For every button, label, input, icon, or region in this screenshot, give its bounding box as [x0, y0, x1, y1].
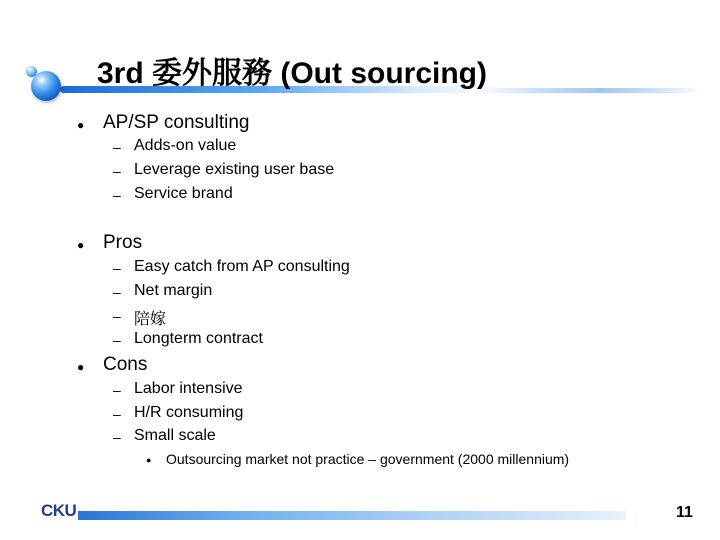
bullet-icon: ● [77, 118, 85, 132]
bullet-icon: ● [146, 455, 152, 465]
list-item: Adds-on value [134, 137, 237, 154]
list-item: Easy catch from AP consulting [134, 258, 350, 275]
page-number: 11 [676, 504, 693, 521]
title-underline-tail [470, 88, 705, 93]
dash-icon: – [113, 187, 121, 203]
list-item: Service brand [134, 185, 233, 202]
list-item: 陪嫁 [134, 311, 167, 328]
list-item: Small scale [134, 427, 216, 444]
bullet-icon: ● [77, 238, 85, 252]
orb-icon [31, 71, 61, 101]
dash-icon: – [113, 332, 121, 348]
list-item: Longterm contract [134, 330, 263, 347]
list-item: Labor intensive [134, 380, 243, 397]
dash-icon: – [113, 284, 121, 300]
dash-icon: – [113, 139, 121, 155]
sub-list-item: Outsourcing market not practice – government (2000 millennium) [166, 451, 570, 467]
slide-title: 3rd 委外服務 (Out sourcing) [97, 57, 487, 90]
dash-icon: – [113, 308, 121, 324]
dash-icon: – [113, 260, 121, 276]
list-item: Leverage existing user base [134, 161, 335, 178]
list-item: Net margin [134, 282, 213, 299]
bullet-icon: ● [77, 360, 85, 374]
list-item: H/R consuming [134, 404, 244, 421]
section-heading-cons: Cons [103, 354, 148, 375]
dash-icon: – [113, 406, 121, 422]
dash-icon: – [113, 163, 121, 179]
section-heading-ap-sp: AP/SP consulting [103, 112, 250, 133]
dash-icon: – [113, 429, 121, 445]
dash-icon: – [113, 382, 121, 398]
section-heading-pros: Pros [103, 232, 143, 253]
footer-logo: CKU [41, 501, 77, 520]
footer-bar [78, 511, 626, 520]
